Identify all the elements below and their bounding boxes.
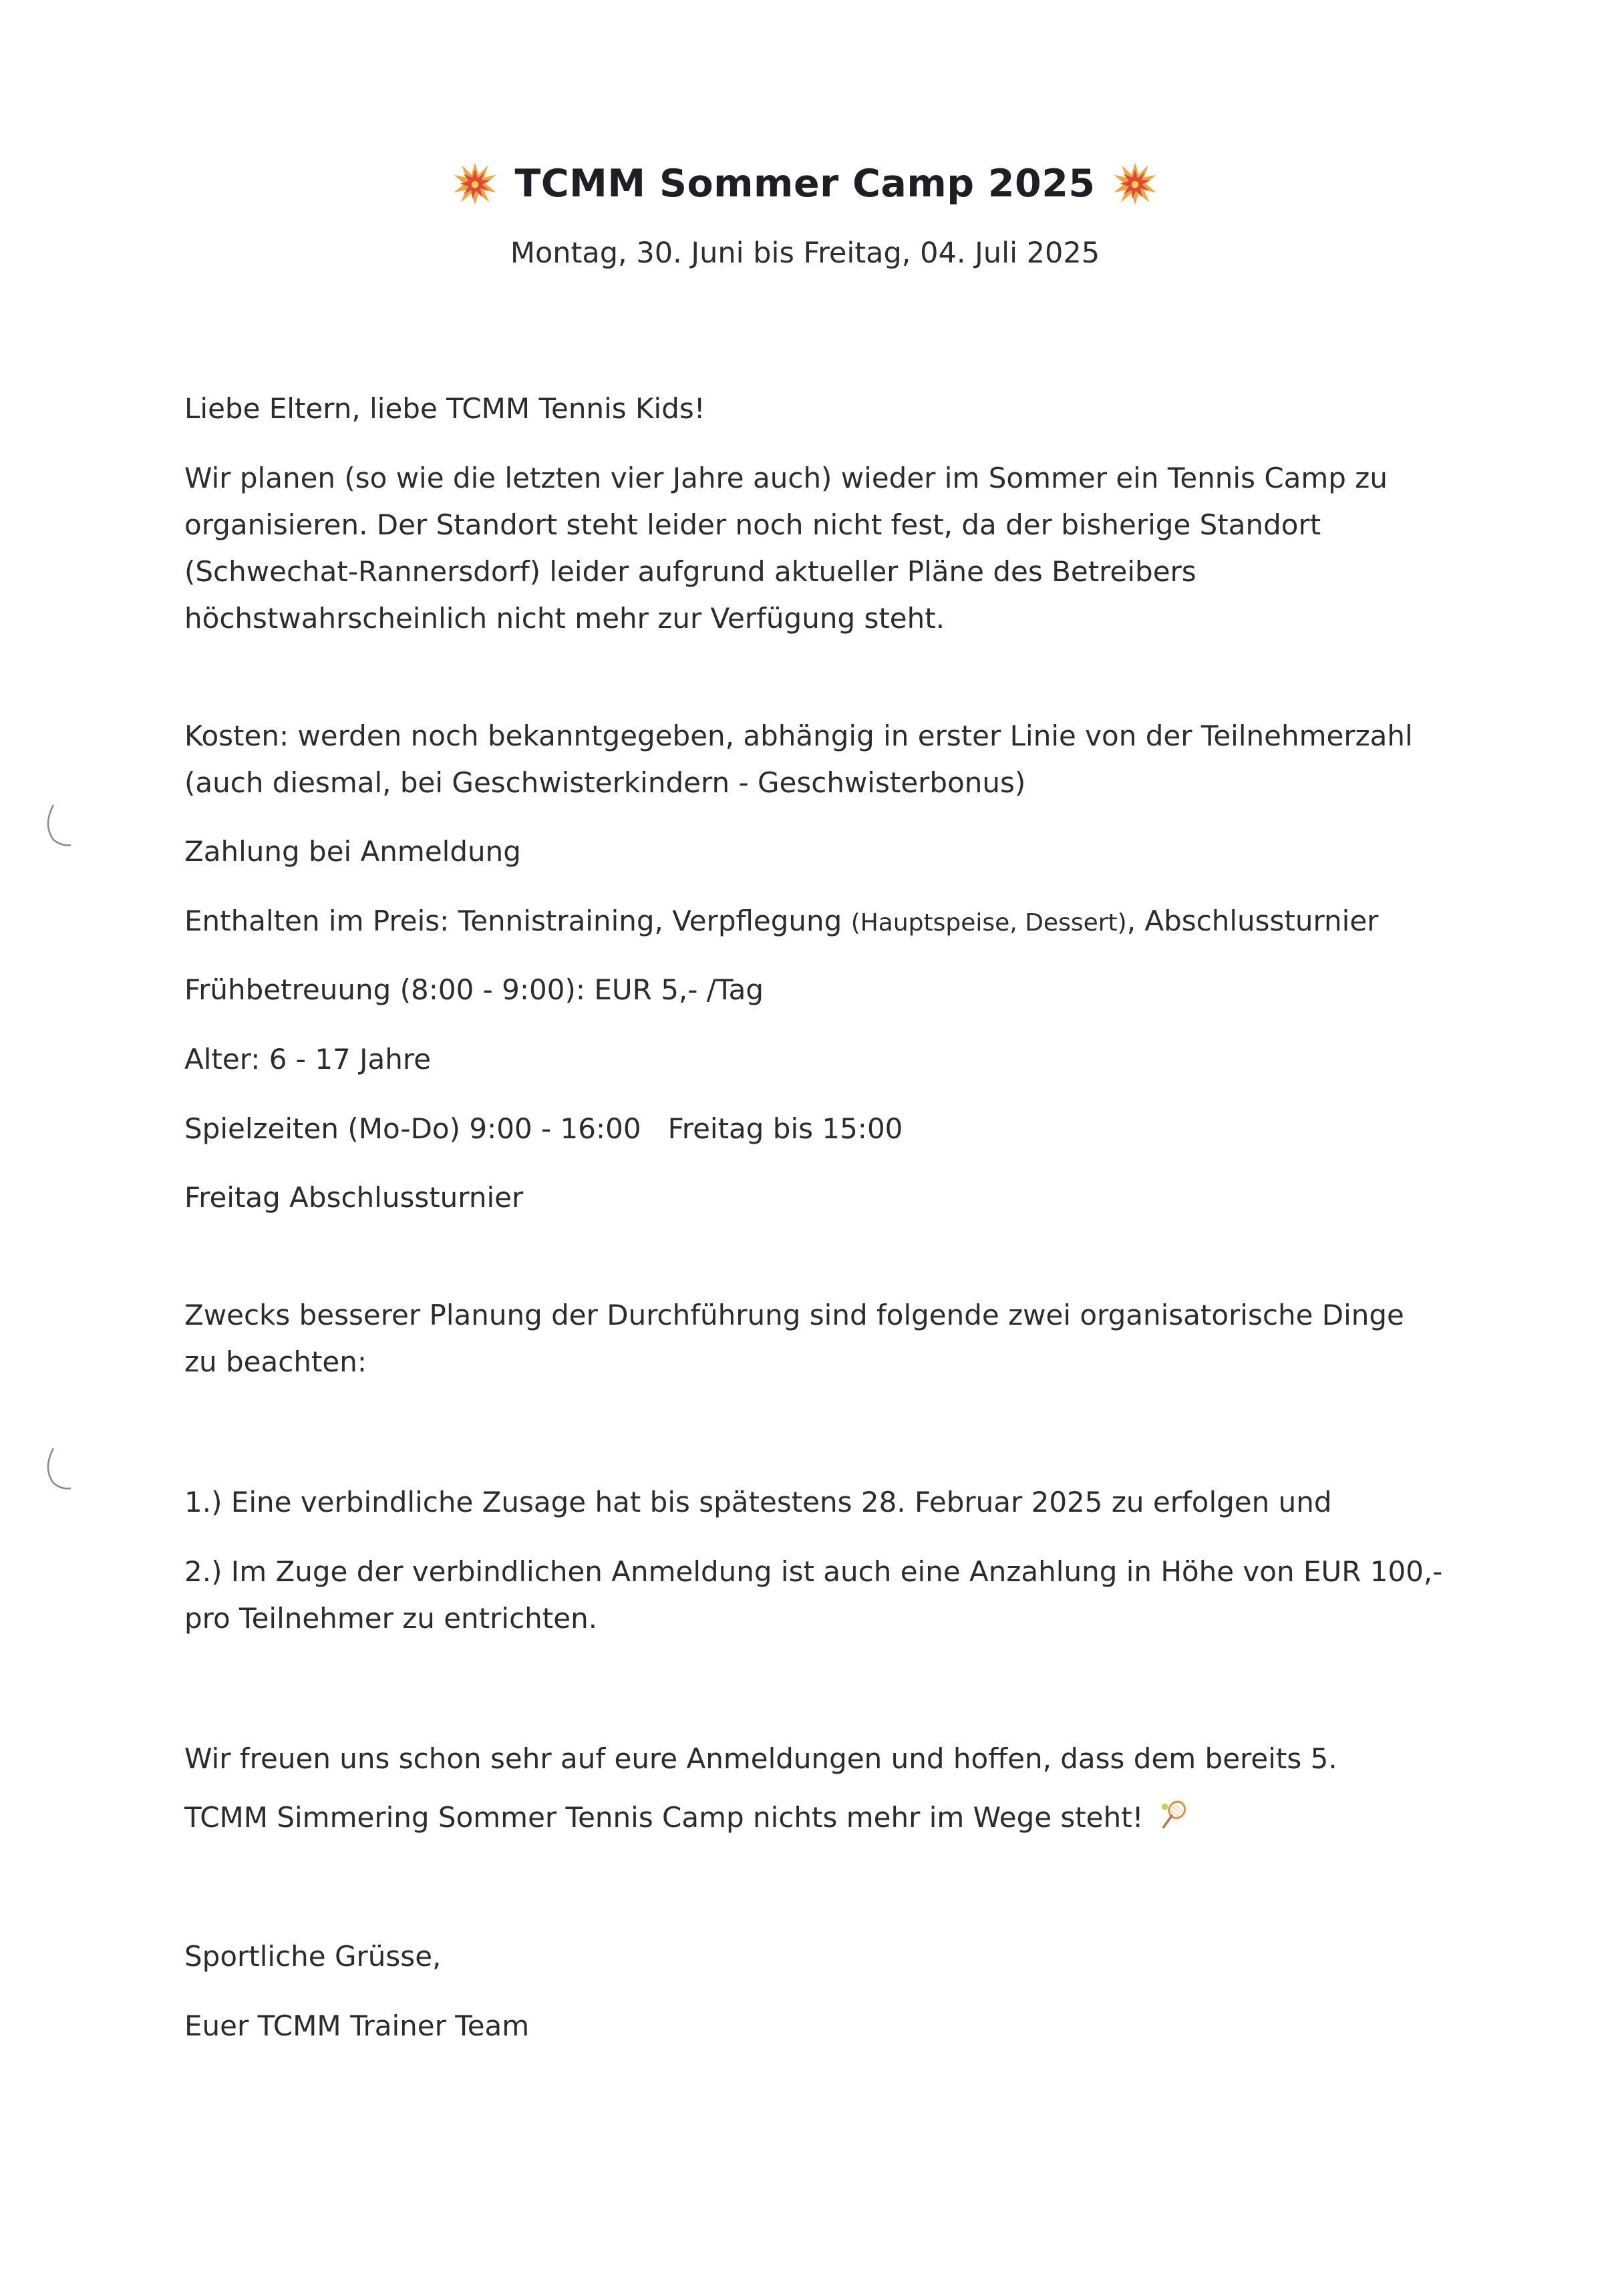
signoff-team: Euer TCMM Trainer Team (184, 2009, 530, 2042)
greeting: Liebe Eltern, liebe TCMM Tennis Kids! (184, 392, 705, 425)
planung-line: zu beachten: (184, 1345, 367, 1378)
signoff-greeting: Sportliche Grüsse, (184, 1940, 442, 1973)
enthalten-text-end: , Abschlussturnier (1126, 905, 1379, 937)
closing-line-2 (184, 1794, 1189, 1841)
intro-line: Wir planen (so wie die letzten vier Jahre auch) wieder im Sommer ein Tennis Camp zu (184, 462, 1388, 494)
fruehbetreuung-line: Frühbetreuung (8:00 - 9:00): EUR 5,- /Tag (184, 973, 764, 1006)
point-2-line: pro Teilnehmer zu entrichten. (184, 1602, 598, 1635)
planung-line: Zwecks besserer Planung der Durchführung sind folgende zwei organisatorische Dinge (184, 1299, 1404, 1331)
freitag-line: Freitag Abschlussturnier (184, 1181, 524, 1214)
title-row (0, 162, 1610, 206)
closing-line: Wir freuen uns schon sehr auf eure Anmeldungen und hoffen, dass dem bereits 5. (184, 1742, 1337, 1775)
alter-line: Alter: 6 - 17 Jahre (184, 1043, 432, 1076)
point-1: 1.) Eine verbindliche Zusage hat bis spätestens 28. Februar 2025 zu erfolgen und (184, 1486, 1332, 1518)
intro-line: organisieren. Der Standort steht leider noch nicht fest, da der bisherige Standort (184, 508, 1321, 541)
date-subtitle: Montag, 30. Juni bis Freitag, 04. Juli 2025 (510, 236, 1100, 270)
scan-mark-top (39, 798, 79, 852)
tennis-racket-icon (1157, 1799, 1189, 1831)
collision-burst-icon (453, 162, 497, 206)
enthalten-line (184, 898, 1378, 947)
zahlung-line: Zahlung bei Anmeldung (184, 835, 521, 868)
intro-line: (Schwechat-Rannersdorf) leider aufgrund aktueller Pläne des Betreibers (184, 555, 1196, 588)
point-2-line: 2.) Im Zuge der verbindlichen Anmeldung ist auch eine Anzahlung in Höhe von EUR 100,- (184, 1555, 1443, 1588)
scan-mark-bottom (39, 1442, 79, 1495)
page-title: TCMM Sommer Camp 2025 (514, 162, 1096, 206)
spielzeiten-line: Spielzeiten (Mo-Do) 9:00 - 16:00 Freitag bis 15:00 (184, 1112, 903, 1145)
intro-line: höchstwahrscheinlich nicht mehr zur Verfügung steht. (184, 602, 945, 635)
collision-burst-icon (1113, 162, 1157, 206)
enthalten-text: Enthalten im Preis: Tennistraining, Verpflegung (184, 905, 851, 937)
kosten-line: (auch diesmal, bei Geschwisterkindern - Geschwisterbonus) (184, 766, 1026, 799)
kosten-line: Kosten: werden noch bekanntgegeben, abhängig in erster Linie von der Teilnehmerzahl (184, 719, 1413, 752)
closing-text: TCMM Simmering Sommer Tennis Camp nichts mehr im Wege steht! (184, 1801, 1144, 1834)
enthalten-detail: (Hauptspeise, Dessert) (850, 909, 1127, 937)
